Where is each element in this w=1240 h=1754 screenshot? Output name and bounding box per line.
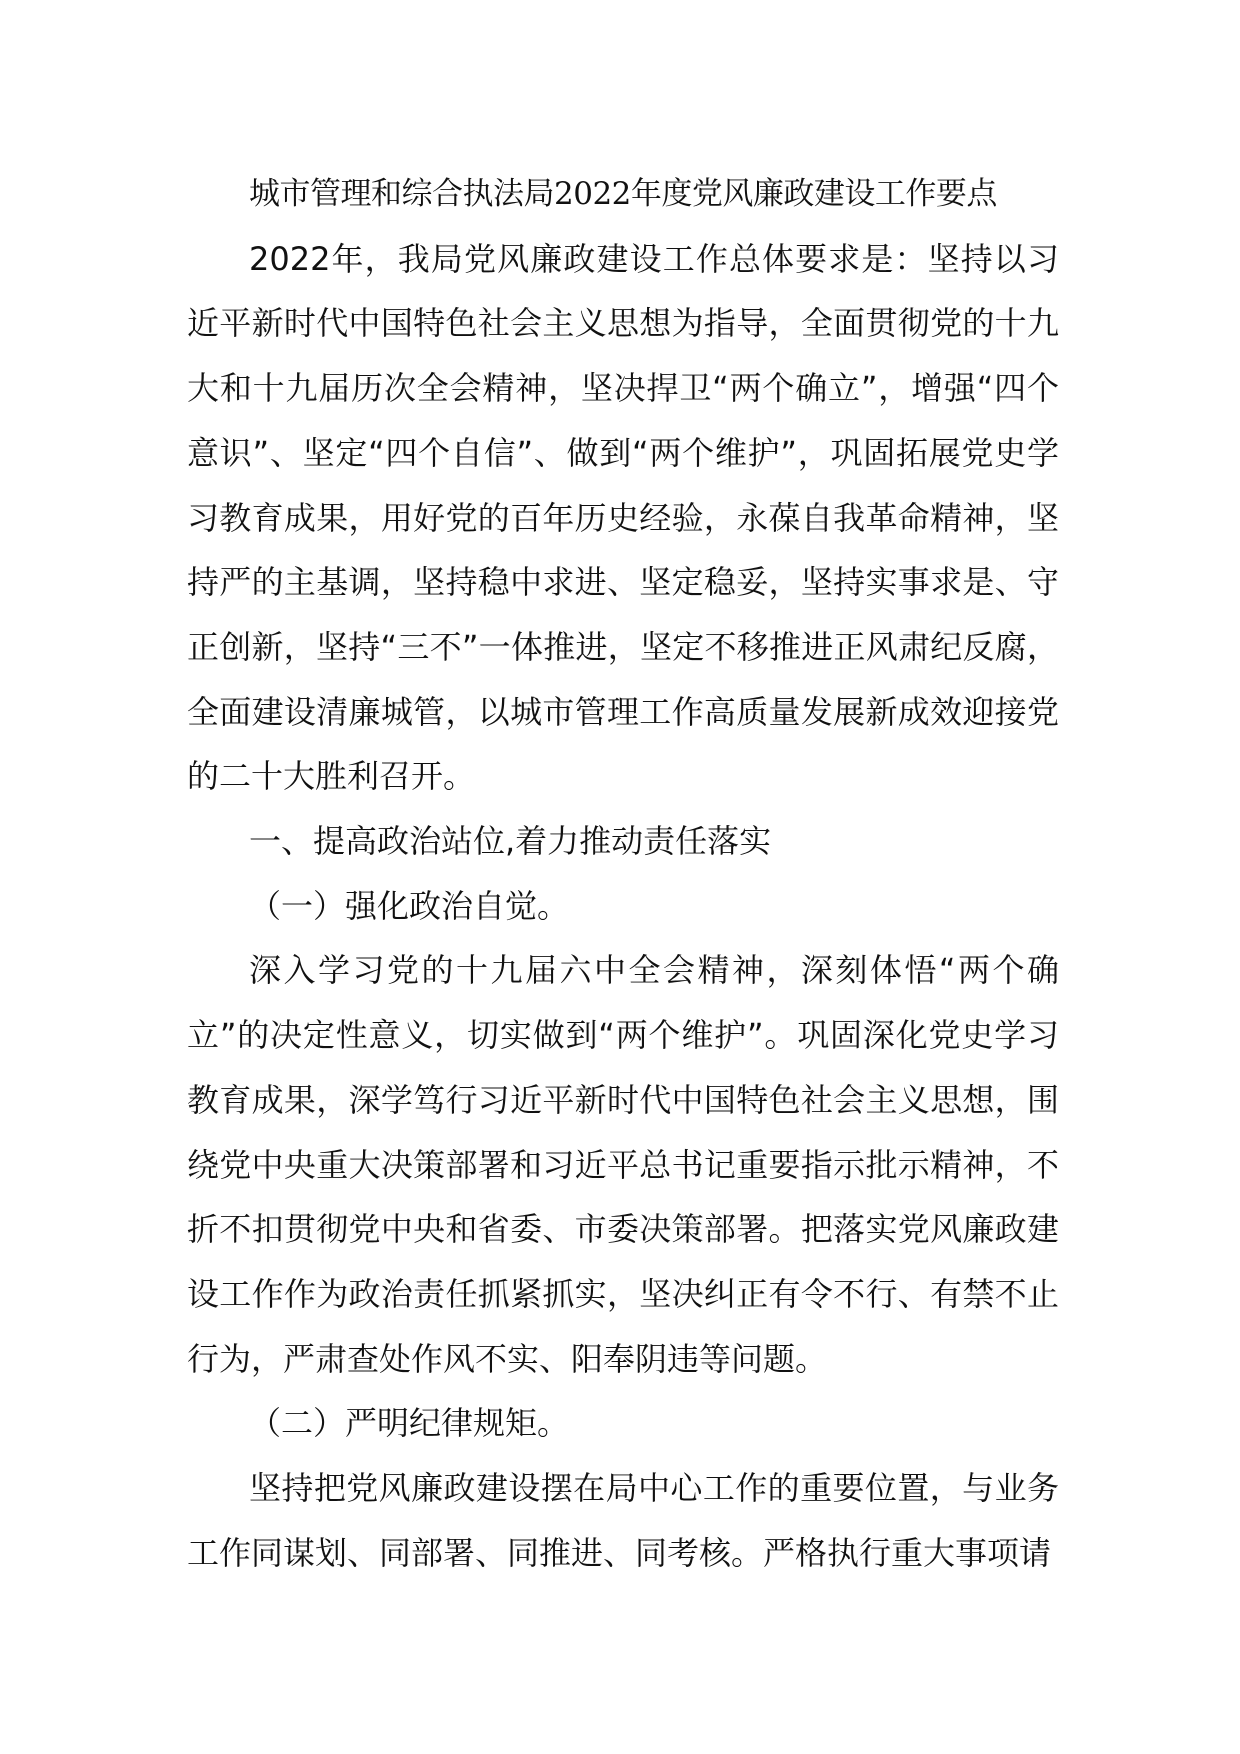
section-heading-1: 一、提高政治站位,着力推动责任落实 [249,822,772,861]
document-title: 城市管理和综合执法局2022年度党风廉政建设工作要点 [249,176,997,212]
subsection-heading-2: （二）严明纪律规矩。 [249,1404,570,1443]
subsection-body-2: 坚持把党风廉政建设摆在局中心工作的重要位置，与业务工作同谋划、同部署、同推进、同考核。严格执行重大事项请 [187,1469,1059,1572]
intro-paragraph: 2022年，我局党风廉政建设工作总体要求是：坚持以习近平新时代中国特色社会主义思想为指导，全面贯彻党的十九大和十九届历次全会精神，坚决捍卫“两个确立”，增强“四个意识”、坚定“四个自信”、做到“两个维护”，巩固拓展党史学习教育成果，用好党的百年历史经验，永葆自我革命精神，坚持严的主基调，坚持稳中求进、坚定稳妥，坚持实事求是、守正创新，坚持“三不”一体推进，坚定不移推进正风肃纪反腐，全面建设清廉城管，以城市管理工作高质量发展新成效迎接党的二十大胜利召开。 [187,239,1059,796]
subsection-body-1: 深入学习党的十九届六中全会精神，深刻体悟“两个确立”的决定性意义，切实做到“两个维护”。巩固深化党史学习教育成果，深学笃行习近平新时代中国特色社会主义思想，围绕党中央重大决策部署和习近平总书记重要指示批示精神，不折不扣贯彻党中央和省委、市委决策部署。把落实党风廉政建设工作作为政治责任抓紧抓实，坚决纠正有令不行、有禁不止行为，严肃查处作风不实、阳奉阴违等问题。 [187,951,1059,1378]
document-body [187,162,1059,1585]
subsection-heading-1: （一）强化政治自觉。 [249,886,570,925]
